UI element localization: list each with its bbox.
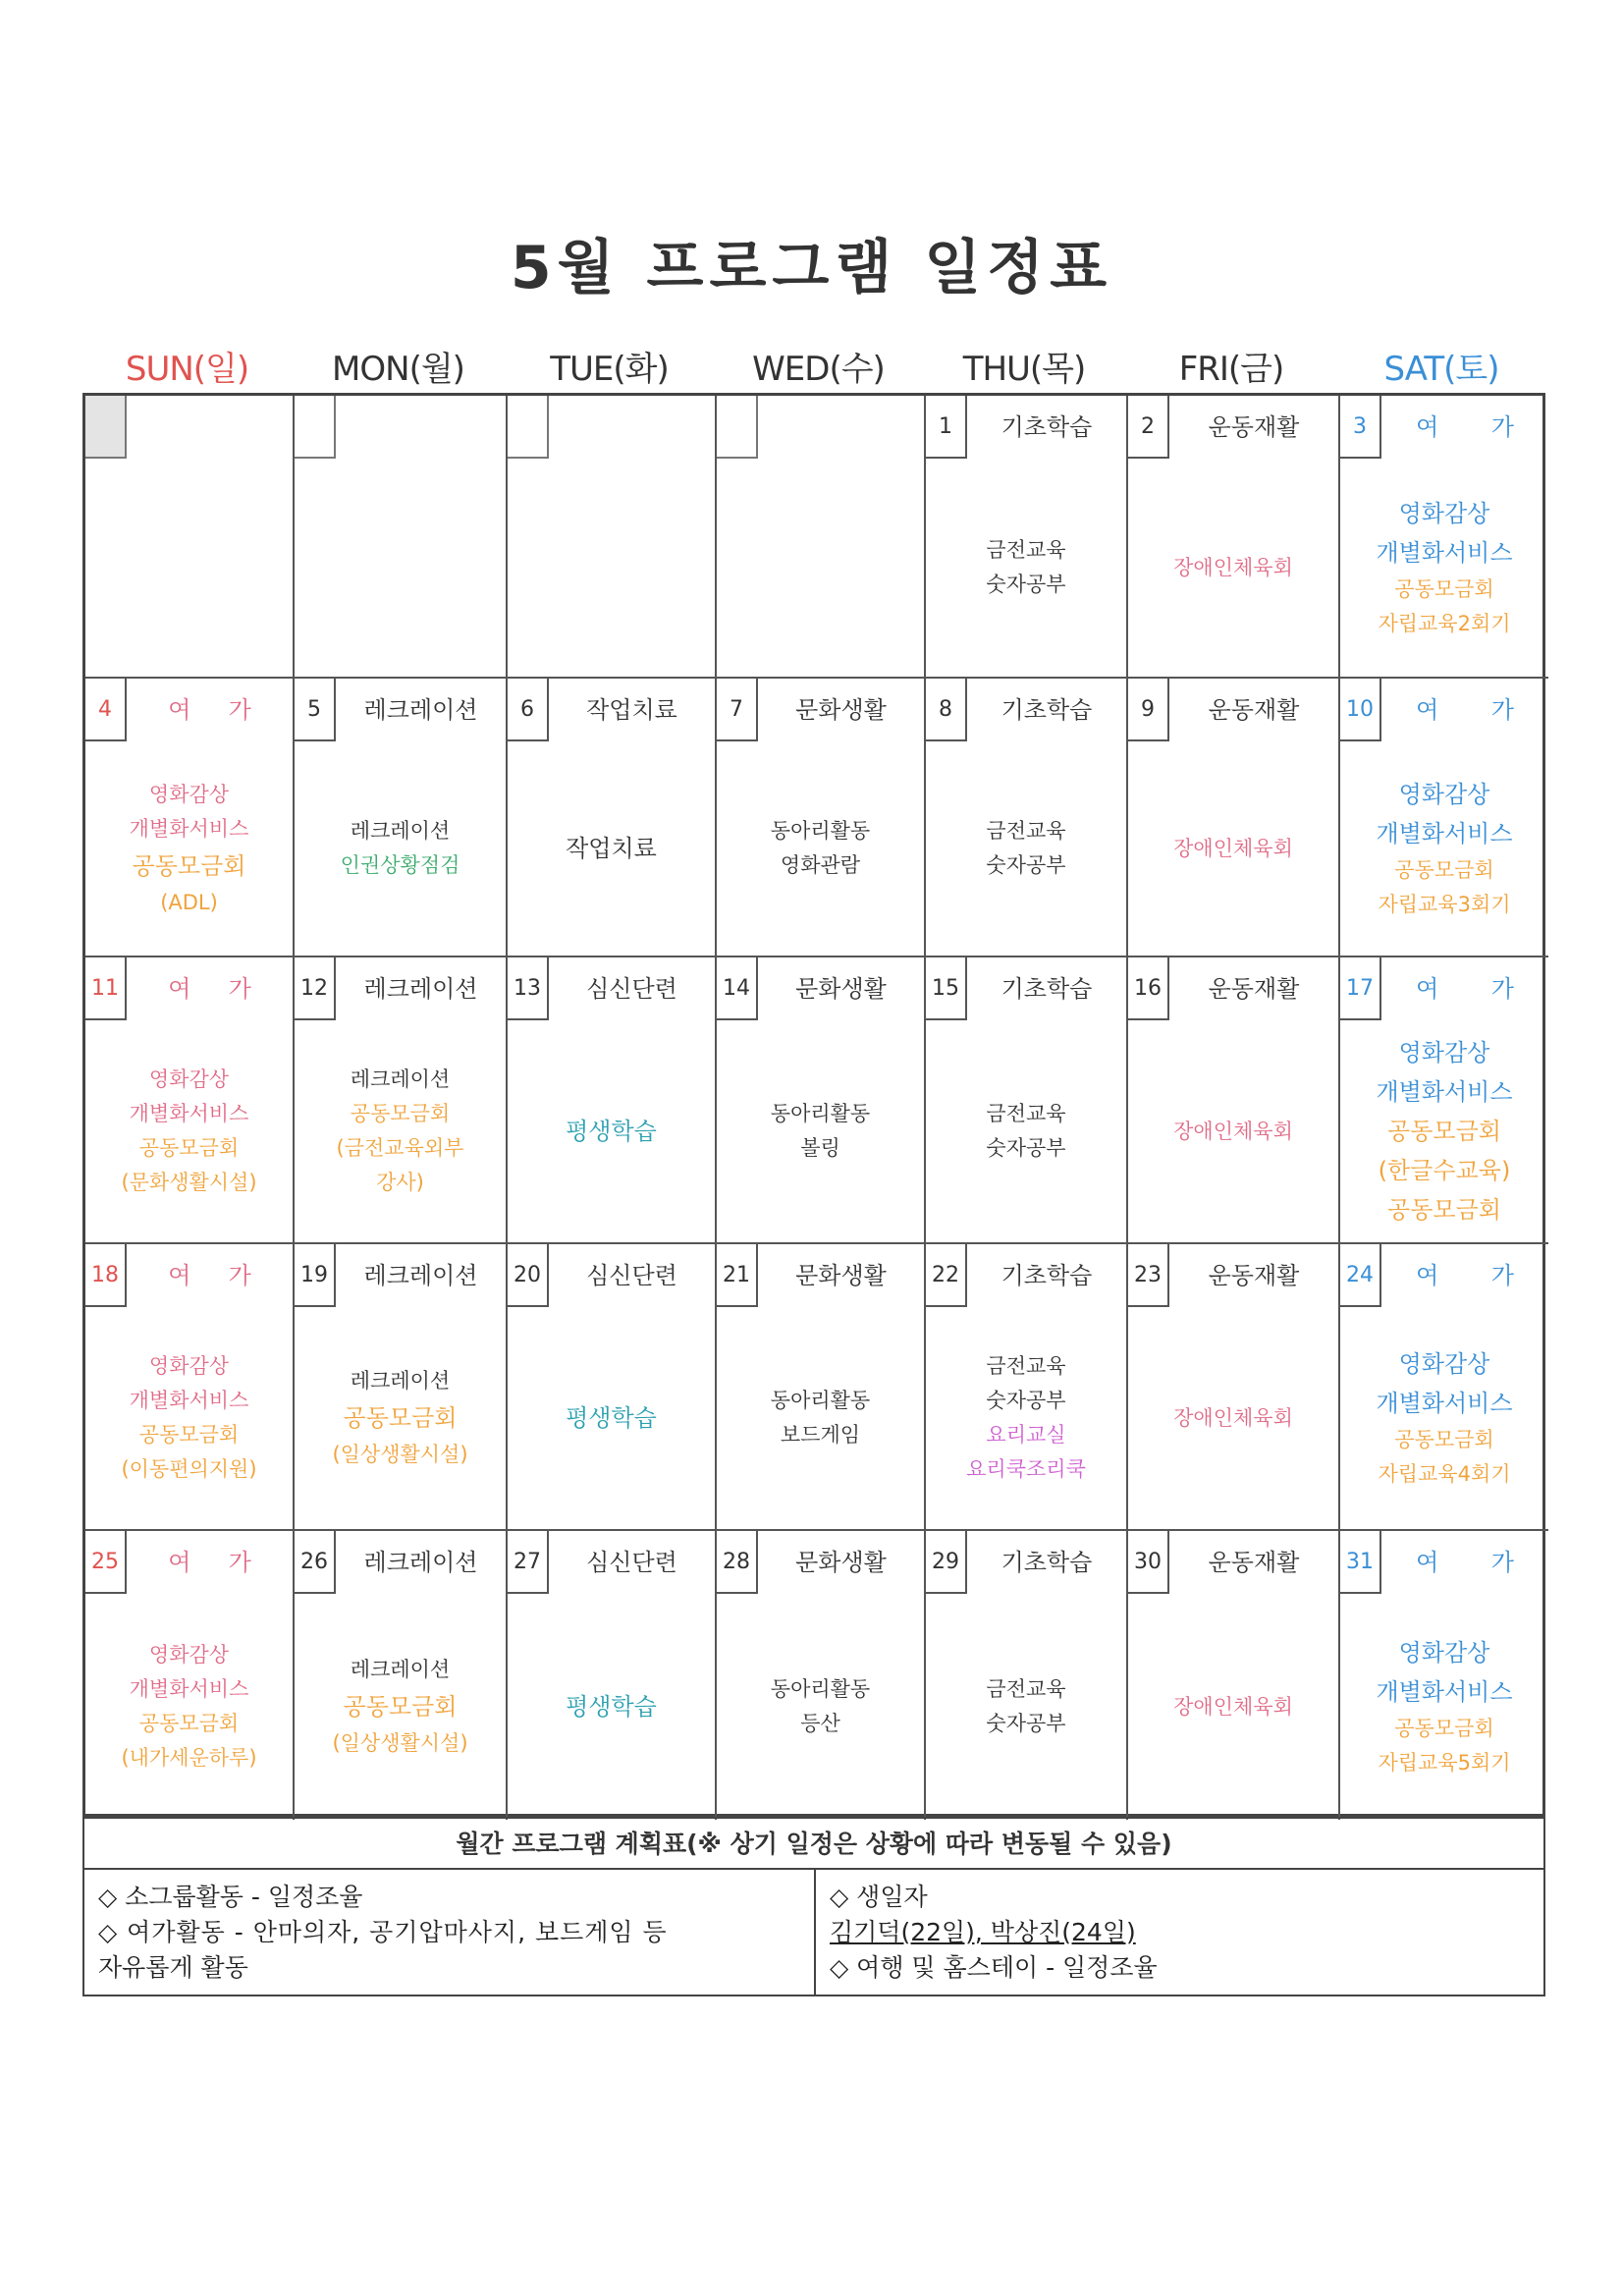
calendar-cell [926,957,1128,1244]
date-number: 19 [295,1244,336,1307]
program-detail-line: 장애인체육회 [1173,1119,1293,1143]
plan-line: ◇ 여가활동 - 안마의자, 공기압마사지, 보드게임 등 [98,1918,668,1946]
plan-line: ◇ 생일자 [830,1883,928,1911]
date-number: 11 [85,957,127,1020]
program-detail-line: 숫자공부 [986,853,1066,877]
program-details [926,1594,1126,1820]
program-details [508,1020,715,1242]
program-details [295,459,506,677]
program-detail-line: 자립교육4회기 [1378,1462,1511,1486]
program-detail-line: 영화감상 [1398,1350,1490,1378]
program-detail-line: 레크레이션 [350,1658,451,1681]
program-detail-line: 동아리활동 [770,1389,871,1412]
program-title: 심신단련 [586,1549,677,1576]
program-details [1128,1594,1338,1820]
monthly-plan-box [82,1817,1545,1996]
program-details [85,741,293,956]
calendar-cell [295,1531,508,1820]
calendar-cell [717,396,926,679]
program-detail-line: (ADL) [160,890,218,914]
program-detail-line: 영화감상 [148,1067,230,1091]
program-detail-line: (한글수교육) [1378,1157,1511,1184]
program-detail-line: 숫자공부 [986,1136,1066,1160]
program-title: 문화생활 [795,1549,887,1576]
calendar-cell [85,1531,295,1820]
date-number: 26 [295,1531,336,1594]
program-title: 여 가 [1416,413,1514,441]
date-number [508,396,549,459]
weekday-label: MON(월) [332,350,464,389]
program-detail-line: 보드게임 [780,1423,861,1447]
page-title: 5월 프로그램 일정표 [510,234,1113,302]
program-details [926,741,1126,956]
program-detail-line: (이동편의지원) [121,1457,257,1481]
weekday-label: FRI(금) [1178,350,1284,389]
program-detail-line: 장애인체육회 [1173,1694,1293,1719]
program-title: 레크레이션 [363,1549,478,1576]
program-details [1340,459,1548,677]
program-detail-line: 공동모금회 [1394,1428,1494,1451]
program-detail-line: 자립교육3회기 [1378,893,1511,916]
program-detail-line: 공동모금회 [350,1102,451,1125]
monthly-plan-right [816,1870,1543,1995]
program-details [1128,741,1338,956]
date-number [85,396,127,459]
program-details [1128,1307,1338,1529]
date-number: 25 [85,1531,127,1594]
date-number: 18 [85,1244,127,1307]
birthday-list: 김기덕(22일), 박상진(24일) [830,1918,1136,1946]
calendar-cell [508,1531,717,1820]
date-number: 10 [1340,679,1381,741]
program-details [295,1020,506,1242]
calendar-cell [717,957,926,1244]
calendar-cell [1128,1244,1340,1531]
date-number: 12 [295,957,336,1020]
program-details [1340,1307,1548,1529]
date-number: 8 [926,679,967,741]
program-title [758,396,924,459]
program-title: 운동재활 [1208,696,1300,724]
program-detail-line: 금전교육 [986,1354,1066,1378]
calendar-cell [1340,957,1548,1244]
program-detail-line: 공동모금회 [1394,858,1494,882]
program-detail-line: 숫자공부 [986,573,1066,596]
program-detail-line: 영화감상 [1398,1639,1490,1667]
program-detail-line: 레크레이션 [350,1369,451,1393]
program-details [85,459,293,677]
program-detail-line: 영화감상 [1398,1039,1490,1066]
plan-line: 자유롭게 활동 [98,1953,248,1982]
weekday-label: WED(수) [752,350,885,389]
program-details [508,1307,715,1529]
calendar-cell [508,1244,717,1531]
program-title: 여 가 [168,1549,251,1576]
program-details [1128,1020,1338,1242]
program-detail-line: 개별화서비스 [1376,1678,1513,1706]
program-title: 레크레이션 [363,696,478,724]
program-title: 기초학습 [1001,1262,1093,1289]
program-detail-line: 공동모금회 [1394,1717,1494,1740]
calendar-grid [82,393,1545,1817]
program-title: 여 가 [168,975,251,1003]
date-number: 15 [926,957,967,1020]
calendar-cell [85,679,295,957]
program-detail-line: 영화감상 [148,1643,230,1667]
program-title: 문화생활 [795,975,887,1003]
date-number: 22 [926,1244,967,1307]
program-title: 여 가 [1416,696,1514,724]
program-detail-line: 요리쿡조리쿡 [966,1457,1086,1481]
program-details [508,459,715,677]
date-number [717,396,758,459]
calendar-cell [1128,679,1340,957]
program-details [1340,741,1548,956]
program-detail-line: 인권상황점검 [340,853,460,877]
program-title: 심신단련 [586,975,677,1003]
program-detail-line: 금전교육 [986,538,1066,562]
program-detail-line: 작업치료 [566,835,657,862]
program-title: 여 가 [1416,1549,1514,1576]
program-detail-line: 영화감상 [148,782,230,806]
program-detail-line: 숫자공부 [986,1712,1066,1735]
program-title: 기초학습 [1001,975,1093,1003]
program-details [295,741,506,956]
calendar-cell [295,957,508,1244]
program-detail-line: 볼링 [800,1136,840,1160]
program-title: 여 가 [168,1262,251,1289]
program-detail-line: 동아리활동 [770,819,871,843]
program-title: 기초학습 [1001,1549,1093,1576]
date-number: 13 [508,957,549,1020]
program-details [717,459,924,677]
program-title: 여 가 [1416,1262,1514,1289]
program-detail-line: 등산 [800,1712,840,1735]
calendar-cell [717,1244,926,1531]
program-detail-line: (일상생활시설) [332,1443,468,1466]
calendar-cell [85,396,295,679]
date-number: 5 [295,679,336,741]
date-number: 23 [1128,1244,1169,1307]
program-title: 문화생활 [795,696,887,724]
program-detail-line: 장애인체육회 [1173,1405,1293,1430]
weekday-label: SAT(토) [1383,350,1499,389]
program-detail-line: 공동모금회 [343,1693,458,1721]
program-title: 기초학습 [1001,413,1093,441]
program-detail-line: 레크레이션 [350,819,451,843]
calendar-cell [1128,1531,1340,1820]
program-detail-line: 동아리활동 [770,1677,871,1701]
program-detail-line: 장애인체육회 [1173,555,1293,579]
date-number [295,396,336,459]
program-detail-line: 개별화서비스 [129,1102,249,1125]
program-detail-line: 공동모금회 [138,1712,240,1735]
program-title: 작업치료 [586,696,677,724]
calendar-cell [1340,396,1548,679]
program-title: 여 가 [1416,975,1514,1003]
date-number: 9 [1128,679,1169,741]
date-number: 30 [1128,1531,1169,1594]
program-detail-line: 개별화서비스 [129,816,249,841]
calendar-cell [295,679,508,957]
program-detail-line: 개별화서비스 [129,1677,249,1701]
program-details [1340,1594,1548,1820]
weekday-label: THU(목) [962,350,1086,389]
calendar-cell [85,1244,295,1531]
calendar-cell [926,1531,1128,1820]
calendar-cell [717,1531,926,1820]
program-title: 운동재활 [1208,1549,1300,1576]
program-detail-line: 강사) [376,1171,424,1194]
calendar-cell [295,1244,508,1531]
date-number: 1 [926,396,967,459]
calendar-cell [926,396,1128,679]
program-detail-line: 요리교실 [986,1423,1066,1447]
program-detail-line: 동아리활동 [770,1102,871,1125]
program-detail-line: 영화감상 [1398,500,1490,527]
program-detail-line: 공동모금회 [343,1404,458,1432]
calendar-cell [1128,957,1340,1244]
program-detail-line: 평생학습 [566,1693,657,1721]
program-detail-line: 영화감상 [148,1354,230,1378]
program-detail-line: 공동모금회 [1387,1118,1501,1145]
program-detail-line: 공동모금회 [138,1423,240,1447]
calendar-cell [508,679,717,957]
plan-line: ◇ 여행 및 홈스테이 - 일정조율 [830,1953,1158,1982]
calendar-cell [508,396,717,679]
program-detail-line: 숫자공부 [986,1389,1066,1412]
monthly-plan-left [84,1870,816,1995]
calendar-cell [1340,679,1548,957]
date-number: 2 [1128,396,1169,459]
program-detail-line: 개별화서비스 [1376,820,1513,847]
weekday-label: SUN(일) [125,350,249,389]
program-detail-line: 장애인체육회 [1173,836,1293,860]
program-details [717,1020,924,1242]
date-number: 6 [508,679,549,741]
calendar-cell [508,957,717,1244]
date-number: 4 [85,679,127,741]
program-detail-line: 개별화서비스 [1376,539,1513,567]
calendar-cell [295,396,508,679]
program-details [926,1020,1126,1242]
plan-line: ◇ 소그룹활동 - 일정조율 [98,1883,363,1911]
date-number: 16 [1128,957,1169,1020]
calendar-cell [717,679,926,957]
weekday-label: TUE(화) [550,350,669,389]
program-detail-line: 자립교육5회기 [1378,1751,1511,1775]
program-details [926,1307,1126,1529]
program-title [336,396,506,459]
program-detail-line: 공동모금회 [138,1136,240,1160]
program-details [1340,1020,1548,1242]
calendar-cell [85,957,295,1244]
program-title: 운동재활 [1208,413,1300,441]
date-number: 7 [717,679,758,741]
program-title: 레크레이션 [363,1262,478,1289]
date-number: 27 [508,1531,549,1594]
program-details [85,1020,293,1242]
date-number: 29 [926,1531,967,1594]
date-number: 24 [1340,1244,1381,1307]
calendar-cell [926,679,1128,957]
program-title [549,396,715,459]
program-detail-line: 개별화서비스 [129,1389,249,1412]
calendar-cell [926,1244,1128,1531]
program-detail-line: 레크레이션 [350,1067,451,1091]
program-details [85,1594,293,1820]
program-detail-line: 개별화서비스 [1376,1078,1513,1106]
program-details [295,1594,506,1820]
program-detail-line: 영화감상 [1398,781,1490,808]
program-details [85,1307,293,1529]
calendar-cell [1340,1244,1548,1531]
date-number: 14 [717,957,758,1020]
program-detail-line: 공동모금회 [1387,1196,1501,1224]
program-detail-line: (일상생활시설) [332,1731,468,1755]
program-detail-line: (금전교육외부 [336,1136,464,1160]
program-details [1128,459,1338,677]
program-details [508,1594,715,1820]
program-details [926,459,1126,677]
program-title: 문화생활 [795,1262,887,1289]
date-number: 31 [1340,1531,1381,1594]
program-title: 여 가 [168,696,251,724]
program-detail-line: 공동모금회 [1394,577,1494,601]
program-detail-line: 평생학습 [566,1118,657,1145]
calendar-cell [1340,1531,1548,1820]
program-details [717,1594,924,1820]
date-number: 21 [717,1244,758,1307]
program-detail-line: 자립교육2회기 [1378,612,1511,635]
calendar-cell [1128,396,1340,679]
program-detail-line: 금전교육 [986,1102,1066,1125]
program-title: 심신단련 [586,1262,677,1289]
program-detail-line: 공동모금회 [132,851,246,880]
program-title: 레크레이션 [363,975,478,1003]
program-details [508,741,715,956]
program-title: 운동재활 [1208,975,1300,1003]
program-detail-line: 개별화서비스 [1376,1390,1513,1417]
program-details [717,741,924,956]
program-detail-line: 영화관람 [780,853,861,877]
program-title: 기초학습 [1001,696,1093,724]
program-title: 운동재활 [1208,1262,1300,1289]
date-number: 20 [508,1244,549,1307]
program-detail-line: (문화생활시설) [121,1171,257,1194]
program-detail-line: 평생학습 [566,1404,657,1432]
program-details [717,1307,924,1529]
program-detail-line: (내가세운하루) [121,1746,257,1770]
program-detail-line: 금전교육 [986,1677,1066,1701]
monthly-plan-title: 월간 프로그램 계획표(※ 상기 일정은 상황에 따라 변동될 수 있음) [84,1819,1543,1870]
program-detail-line: 금전교육 [986,819,1066,843]
program-title [127,396,293,459]
program-details [295,1307,506,1529]
date-number: 28 [717,1531,758,1594]
date-number: 17 [1340,957,1381,1020]
date-number: 3 [1340,396,1381,459]
